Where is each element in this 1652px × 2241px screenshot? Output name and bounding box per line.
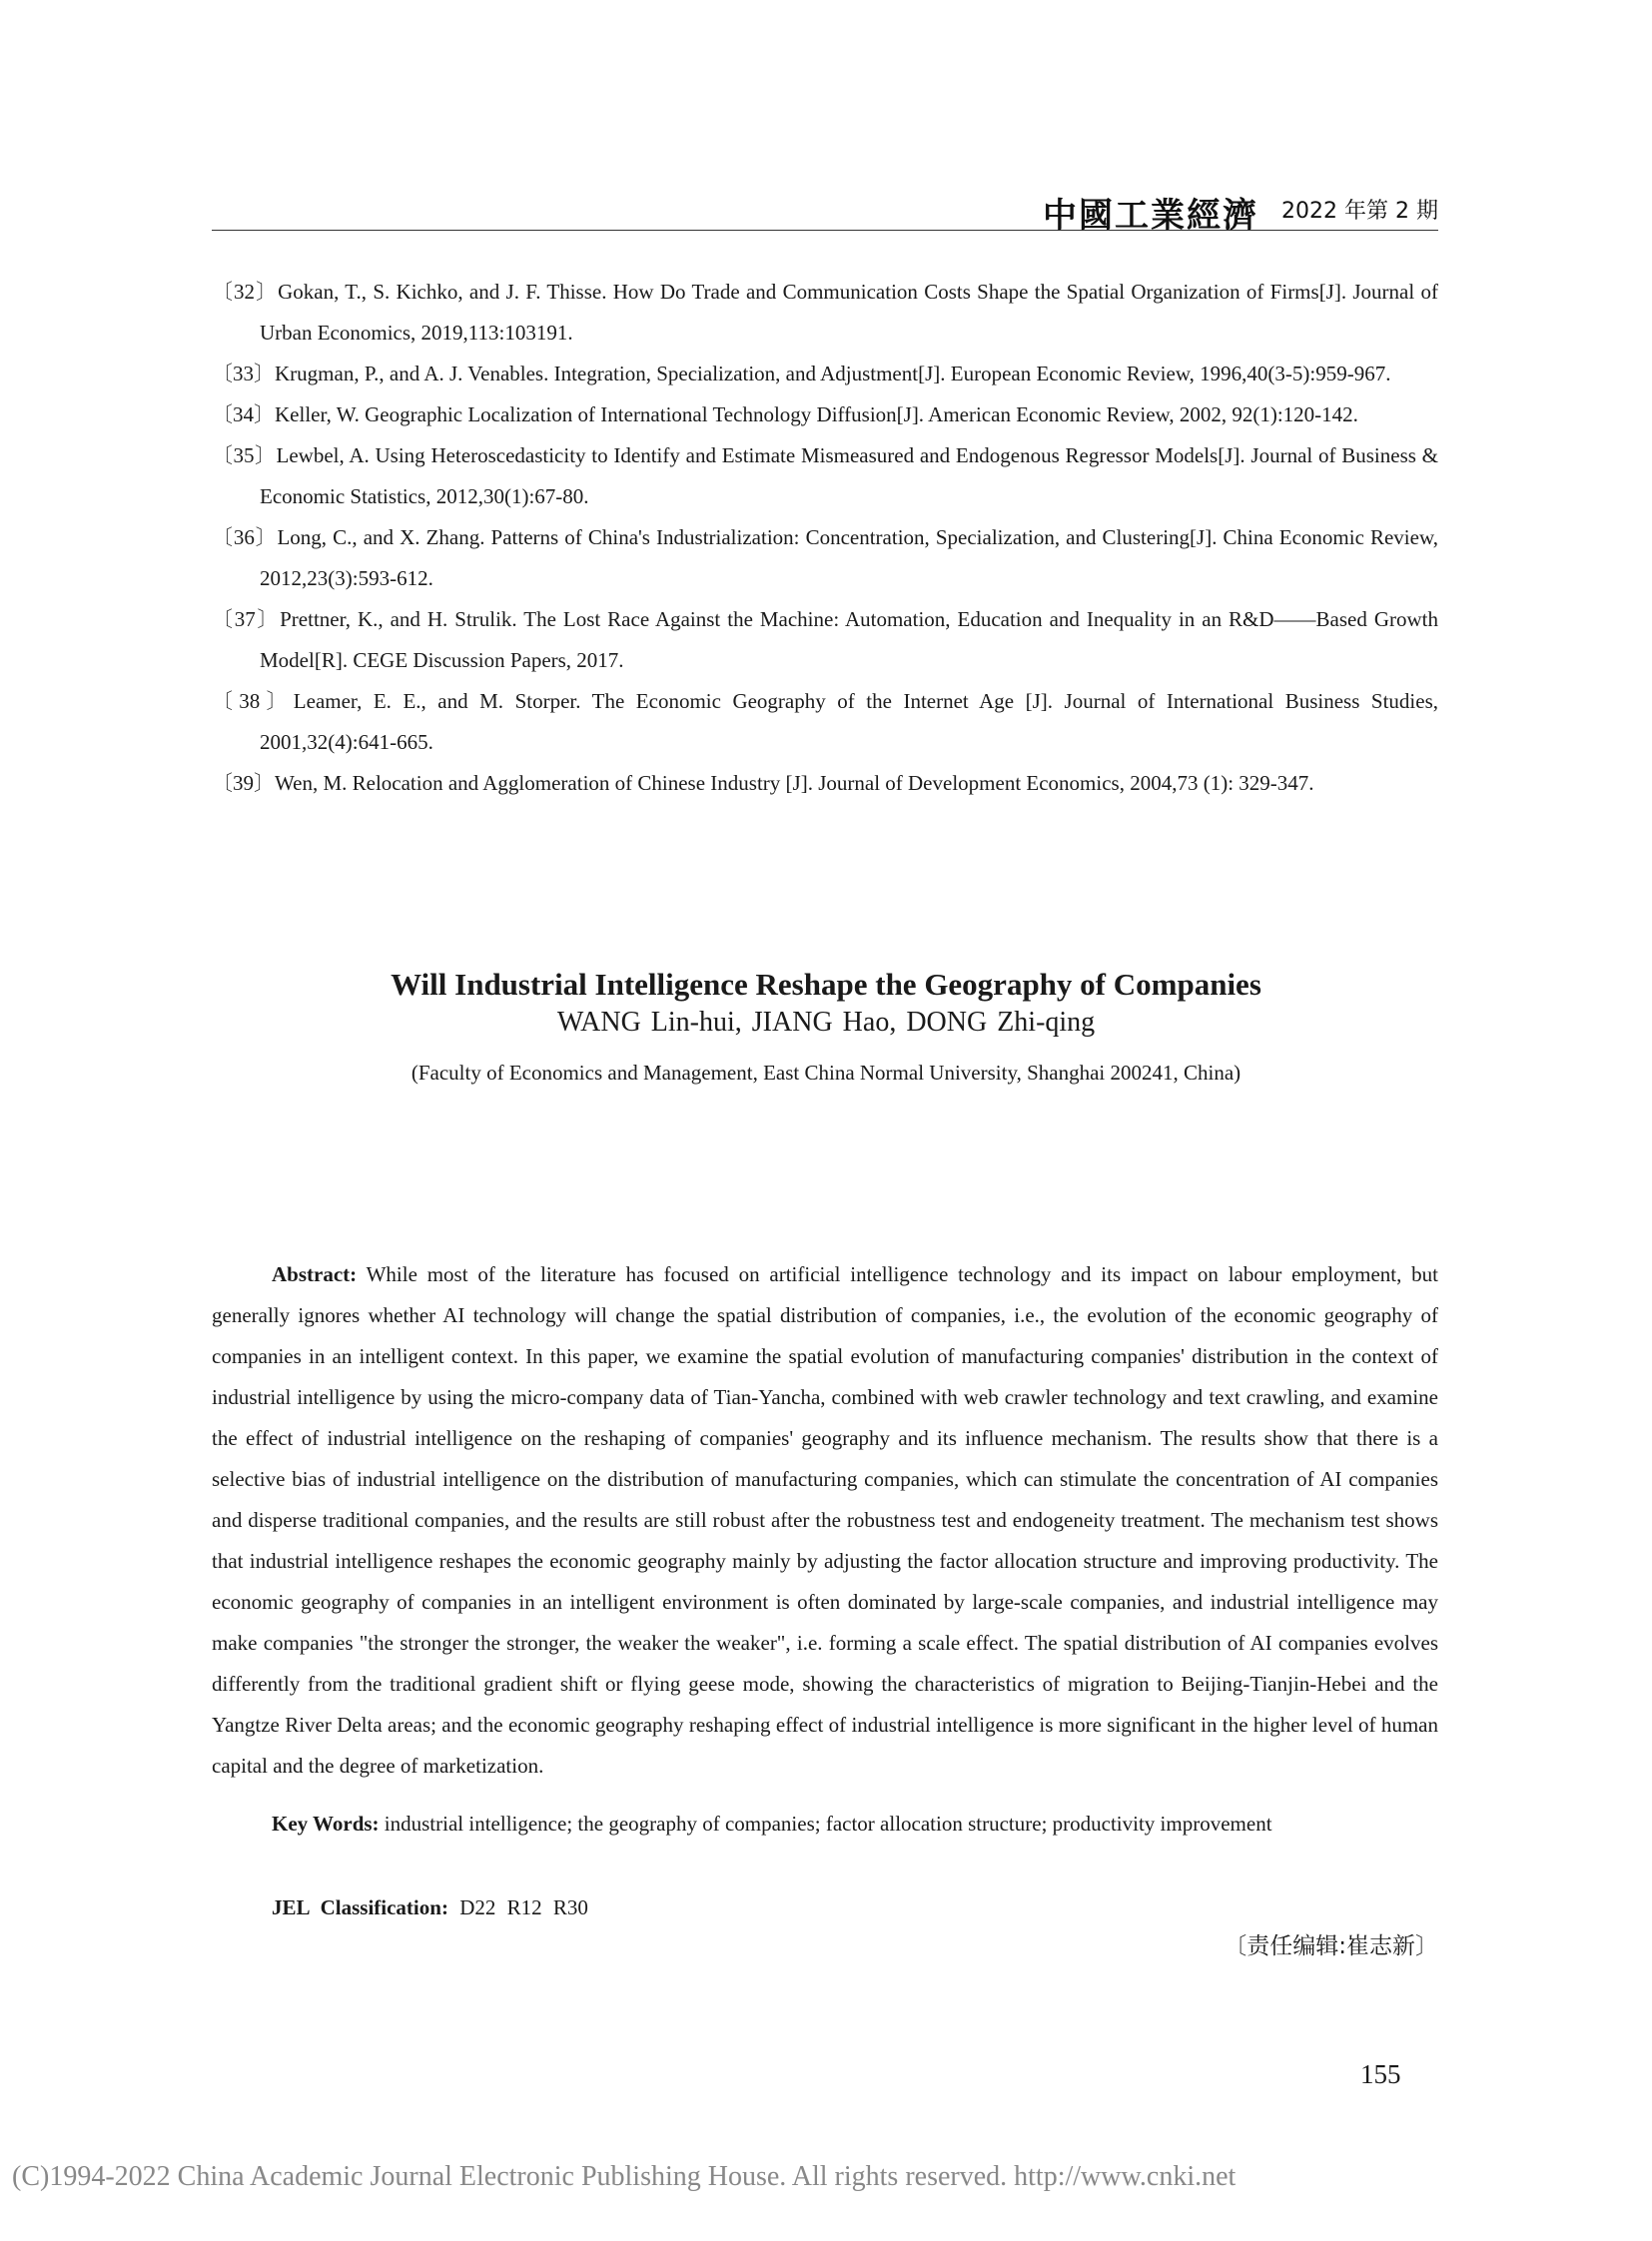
reference-item: 〔38〕Leamer, E. E., and M. Storper. The Economic Geography of the Internet Age [J]. Journal of International Business Studies, 2001,32(4):641-665. <box>212 689 1438 754</box>
keywords-label: Key Words: <box>272 1812 380 1836</box>
keywords-text: industrial intelligence; the geography of companies; factor allocation structure; productivity improvement <box>384 1812 1272 1836</box>
copyright-footer: (C)1994-2022 China Academic Journal Electronic Publishing House. All rights reserved. http://www.cnki.net <box>12 2161 1237 2192</box>
reference-item: 〔35〕Lewbel, A. Using Heteroscedasticity to Identify and Estimate Mismeasured and Endogenous Regressor Models[J]. Journal of Business & Economic Statistics, 2012,30(1):67-80. <box>212 443 1438 508</box>
paper-affiliation: (Faculty of Economics and Management, East China Normal University, Shanghai 200241, China) <box>411 1061 1241 1085</box>
running-header <box>212 186 1438 236</box>
abstract-paragraph <box>212 1254 1438 1787</box>
responsible-editor: 〔责任编辑:崔志新〕 <box>1224 1933 1438 1959</box>
page-number: 155 <box>1360 2059 1401 2089</box>
abstract-label: Abstract: <box>272 1262 358 1286</box>
jel-classification <box>272 1887 588 1928</box>
jel-label: JEL Classification: <box>272 1895 448 1919</box>
keywords-paragraph <box>212 1804 1438 1845</box>
jel-codes: D22 R12 R30 <box>459 1895 588 1919</box>
reference-item: 〔34〕Keller, W. Geographic Localization of International Technology Diffusion[J]. American Economic Review, 2002, 92(1):120-142. <box>212 402 1358 426</box>
paper-authors: WANG Lin-hui, JIANG Hao, DONG Zhi-qing <box>556 1007 1096 1038</box>
reference-item: 〔33〕Krugman, P., and A. J. Venables. Integration, Specialization, and Adjustment[J]. European Economic Review, 1996,40(3-5):959-967. <box>212 362 1391 385</box>
paper-title: Will Industrial Intelligence Reshape the Geography of Companies <box>391 967 1261 1002</box>
issue-label: 2022 年第 2 期 <box>1281 199 1438 224</box>
reference-item: 〔39〕Wen, M. Relocation and Agglomeration of Chinese Industry [J]. Journal of Development Economics, 2004,73 (1): 329-347. <box>212 771 1314 795</box>
abstract-text: While most of the literature has focused on artificial intelligence technology and its impact on labour employment, but generally ignores whether AI technology will change the spatial distribution of companies, i.e., the evolution of the economic geography of companies in an intelligent context. In this paper, we examine the spatial evolution of manufacturing companies' distribution in the context of industrial intelligence by using the micro-company data of Tian-Yancha, combined with web crawler technology and text crawling, and examine the effect of industrial intelligence on the reshaping of companies' geography and its influence mechanism. The results show that there is a selective bias of industrial intelligence on the distribution of manufacturing companies, which can stimulate the concentration of AI companies and disperse traditional companies, and the results are still robust after the robustness test and endogeneity treatment. The mechanism test shows that industrial intelligence reshapes the economic geography mainly by adjusting the factor allocation structure and improving productivity. The economic geography of companies in an intelligent environment is often dominated by large-scale companies, and industrial intelligence may make companies "the stronger the stronger, the weaker the weaker", i.e. forming a scale effect. The spatial distribution of AI companies evolves differently from the traditional gradient shift or flying geese mode, showing the characteristics of migration to Beijing-Tianjin-Hebei and the Yangtze River Delta areas; and the economic geography reshaping effect of industrial intelligence is more significant in the higher level of human capital and the degree of marketization. <box>212 1262 1439 1778</box>
reference-item: 〔36〕Long, C., and X. Zhang. Patterns of China's Industrialization: Concentration, Specialization, and Clustering[J]. China Economic Review, 2012,23(3):593-612. <box>212 525 1438 590</box>
reference-list <box>212 272 1438 804</box>
journal-logo: 中國工業經濟 <box>1043 196 1258 236</box>
reference-item: 〔32〕Gokan, T., S. Kichko, and J. F. Thisse. How Do Trade and Communication Costs Shape the Spatial Organization of Firms[J]. Journal of Urban Economics, 2019,113:103191. <box>212 280 1438 345</box>
reference-item: 〔37〕Prettner, K., and H. Strulik. The Lost Race Against the Machine: Automation, Education and Inequality in an R&D——Based Growth Model[R]. CEGE Discussion Papers, 2017. <box>212 607 1438 672</box>
